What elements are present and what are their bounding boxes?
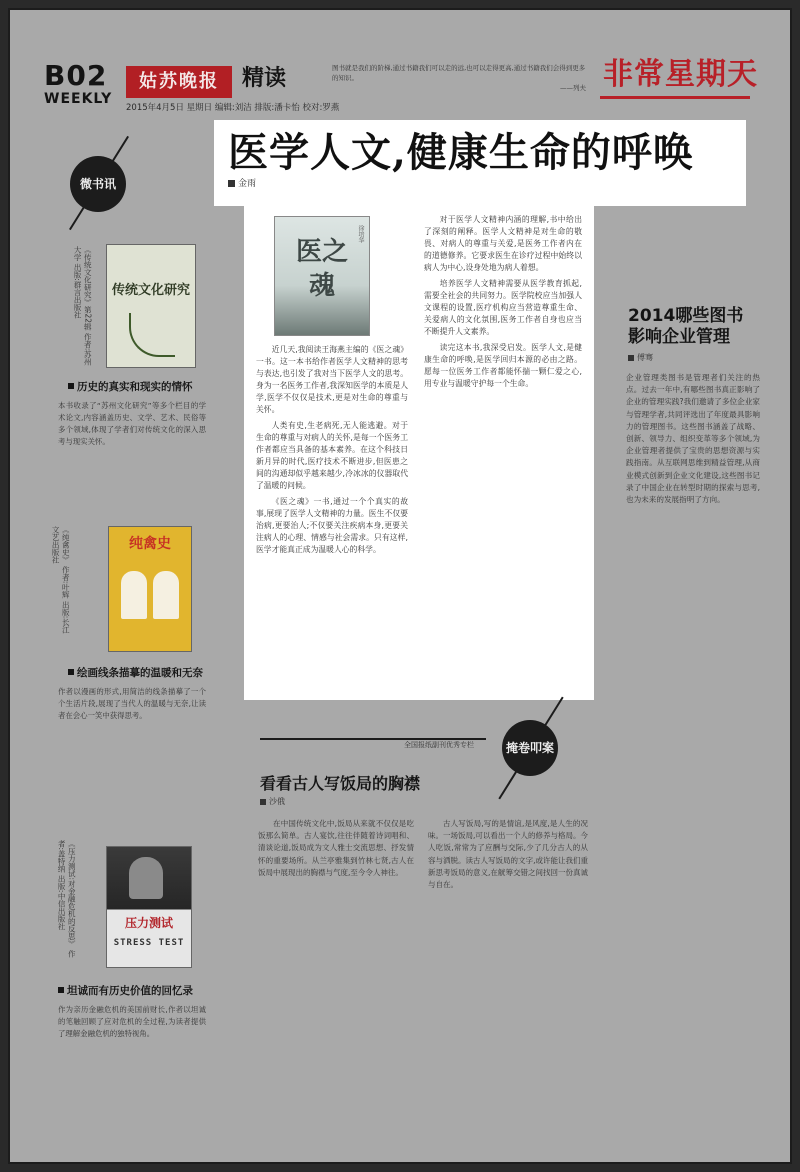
brand-underline	[600, 96, 750, 99]
column-brand: 非常星期天	[603, 57, 758, 92]
main-article-column-1	[256, 344, 408, 694]
main-headline: 医学人文,健康生命的呼唤	[228, 129, 694, 176]
book-meta-2: 《纯禽史》 作者:叶辉 出版:长江文艺出版社	[51, 526, 71, 634]
book-thumb-1	[106, 244, 196, 368]
book-meta-3: 《压力测试:对金融危机的反思》 作者:盖特纳 出版:中信出版社	[57, 840, 77, 958]
bottom-byline: 沙俄	[260, 798, 285, 806]
right-headline-line-1: 2014哪些图书	[628, 306, 744, 326]
book-thumb-3	[106, 846, 192, 968]
article-paragraph: 人类有史,生老病死,无人能逃避。对于生命的尊重与对病人的关怀,是每一个医务工作者都应当具备的基本素养。在这个科技日新月异的时代,医疗技术不断进步,但医患之间的沟通却似乎越来越少,冷冰冰的仪器取代了温暖的问候。	[256, 421, 408, 490]
book-thumb-2	[108, 526, 192, 652]
page-code: B02	[44, 59, 108, 92]
article-paragraph: 对于医学人文精神内涵的理解,书中给出了深刻的阐释。医学人文精神是对生命的敬畏、对病人的尊重与关爱,是医务工作者内在的道德修养。它要求医生在诊疗过程中始终以病人为中心,设身处地为病人着想。	[424, 215, 582, 272]
weishuxun-badge: 微书讯	[70, 156, 126, 212]
quote-text: 图书就是我们的阶梯,通过书籍我们可以走的远,也可以走得更高,通过书籍我们会得到更多的知识。	[332, 64, 586, 82]
book-cover-author: 徐培华	[357, 225, 364, 243]
author-portrait	[129, 857, 163, 899]
book-thumb-2-label: 纯禽史	[129, 536, 171, 552]
main-article	[244, 206, 594, 700]
yanjuan-badge: 掩卷叩案	[502, 720, 558, 776]
newspaper-logo: 姑苏晚报	[126, 66, 232, 98]
bottom-kicker: 全国报纸副刊优秀专栏	[404, 741, 474, 749]
dateline: 2015年4月5日 星期日 编辑:刘洁 排版:潘卡怡 校对:罗燕	[126, 103, 340, 113]
sidebar-body-3: 作为亲历金融危机的美国前财长,作者以坦诚的笔触回顾了应对危机的全过程,为读者提供了理解金融危机的独特视角。	[58, 1005, 206, 1038]
headline-box	[214, 120, 746, 206]
sidebar-title-1: 历史的真实和现实的情怀	[68, 382, 193, 393]
article-paragraph: 读完这本书,我深受启发。医学人文,是健康生命的呼唤,是医学回归本源的必由之路。愿每一位医务工作者都能怀揣一颗仁爱之心,用专业与温暖守护每一个生命。	[424, 343, 582, 388]
bottom-column-1: 在中国传统文化中,饭局从来就不仅仅是吃饭那么简单。古人宴饮,往往伴随着诗词唱和、清谈论道,饭局成为文人雅士交流思想、抒发情怀的重要场所。从兰亭雅集到竹林七贤,古人在饭局中展现出的胸襟与气度,至今令人神往。	[258, 819, 414, 877]
book-thumb-3-sub: STRESS TEST	[113, 938, 185, 948]
right-byline: 傅骞	[628, 354, 653, 362]
quote-source: ——列夫	[560, 83, 586, 92]
sidebar-title-2: 绘画线条描摹的温暖和无奈	[68, 668, 203, 679]
book-thumb-3-label: 压力测试	[124, 916, 173, 930]
section-title: 精读	[242, 66, 287, 91]
weekly-label: WEEKLY	[44, 91, 113, 107]
orchid-illustration	[129, 313, 175, 357]
bottom-headline: 看看古人写饭局的胸襟	[260, 774, 421, 793]
book-cover-title-2: 魂	[308, 271, 335, 301]
article-paragraph: 近几天,我阅读王海燕主编的《医之魂》一书。这一本书给作者医学人文精神的思考与表达,也引发了我对当下医学人文的思考。身为一名医务工作者,我深知医学的本质是人学,医学不仅仅是技术,更是对生命的尊重与关怀。	[256, 345, 408, 414]
article-paragraph: 培养医学人文精神需要从医学教育抓起,需要全社会的共同努力。医学院校应当加强人文课程的设置,医疗机构应当营造尊重生命、关爱病人的文化氛围,医务工作者自身也应当不断提升人文素养。	[424, 279, 582, 336]
newspaper-page	[8, 8, 792, 1164]
right-headline	[628, 306, 743, 349]
article-paragraph: 《医之魂》一书,通过一个个真实的故事,展现了医学人文精神的力量。医生不仅要治病,更要治人;不仅要关注疾病本身,更要关注病人的心理、情感与社会需求。只有这样,医学才能真正成为温暖人心的科学。	[256, 497, 408, 554]
right-article-body: 企业管理类图书是管理者们关注的热点。过去一年中,有哪些图书真正影响了企业的管理实践?我们邀请了多位企业家与管理学者,共同评选出了年度最具影响力的管理图书。这些图书涵盖了战略、创新、领导力、组织变革等多个领域,为企业管理者提供了宝贵的思想资源与实践指南。从互联网思维到精益管理,从商业模式创新到企业文化建设,这些图书记录了中国企业在转型时期的探索与思考,也为未来的发展指明了方向。	[626, 373, 760, 505]
book-cover-yizhihun	[274, 216, 370, 336]
bottom-divider-left	[260, 738, 486, 740]
book-cover-title-1: 医之	[295, 237, 348, 267]
sidebar-body-1: 本书收录了“苏州文化研究”等多个栏目的学术论文,内容涵盖历史、文学、艺术、民俗等多个领域,体现了学者们对传统文化的深入思考与现实关怀。	[58, 401, 206, 446]
main-article-column-2	[424, 214, 582, 694]
cartoon-figure-left	[121, 571, 147, 619]
sidebar-body-2: 作者以漫画的形式,用简洁的线条描摹了一个个生活片段,展现了当代人的温暖与无奈,让读者在会心一笑中获得思考。	[58, 687, 206, 720]
masthead-quote	[332, 64, 586, 93]
book-meta-1: 《传统文化研究》第22辑 作者:苏州大学 出版:群言出版社	[73, 246, 93, 366]
bottom-column-2: 古人写饭局,写的是情谊,是风度,是人生的况味。一场饭局,可以看出一个人的修养与格局。今人吃饭,常常为了应酬与交际,少了几分古人的从容与洒脱。读古人写饭局的文字,或许能让我们重新思考饭局的意义,在觥筹交错之间找回一份真诚与自在。	[428, 819, 588, 890]
right-headline-line-2: 影响企业管理	[628, 327, 730, 348]
cartoon-figure-right	[153, 571, 179, 619]
book-thumb-1-label: 传统文化研究	[111, 283, 190, 298]
main-byline: 金雨	[228, 180, 256, 189]
sidebar-title-3: 坦诚而有历史价值的回忆录	[58, 986, 193, 997]
